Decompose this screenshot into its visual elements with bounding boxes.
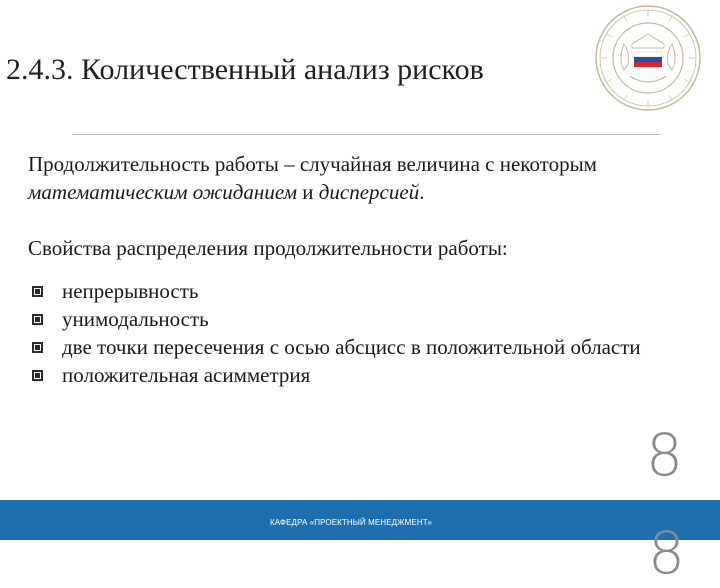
university-emblem-icon [594,4,702,112]
square-bullet-icon [32,314,43,325]
intro-italic-expectation: математическим ожиданием [28,180,298,204]
list-item-text: положительная асимметрия [62,363,311,387]
footer-department-label: КАФЕДРА «ПРОЕКТНЫЙ МЕНЕДЖМЕНТ» [270,518,432,527]
properties-heading: Свойства распределения продолжительности работы: [28,236,508,260]
square-bullet-icon [32,286,43,297]
list-item [32,334,652,360]
square-bullet-icon [32,342,43,353]
intro-paragraph [28,150,708,206]
list-item [32,362,652,388]
list-item-text: две точки пересечения с осью абсцисс в положительной области [62,335,641,359]
square-bullet-icon [32,370,43,381]
page-number-overflow [648,500,708,587]
list-item-text: унимодальность [62,307,209,331]
list-item [32,278,652,304]
properties-list [32,276,652,390]
intro-italic-variance: дисперсией [318,180,420,204]
slide-title: 2.4.3. Количественный анализ рисков [6,53,484,86]
page-number: 8 [646,421,683,489]
title-divider [72,134,660,135]
list-item-text: непрерывность [62,279,199,303]
page-number-partial: 8 [648,519,685,587]
intro-text-1: Продолжительность работы – случайная величина с некоторым [28,152,597,176]
list-item [32,306,652,332]
intro-text-2: и [297,180,319,204]
intro-text-3: . [419,180,425,204]
